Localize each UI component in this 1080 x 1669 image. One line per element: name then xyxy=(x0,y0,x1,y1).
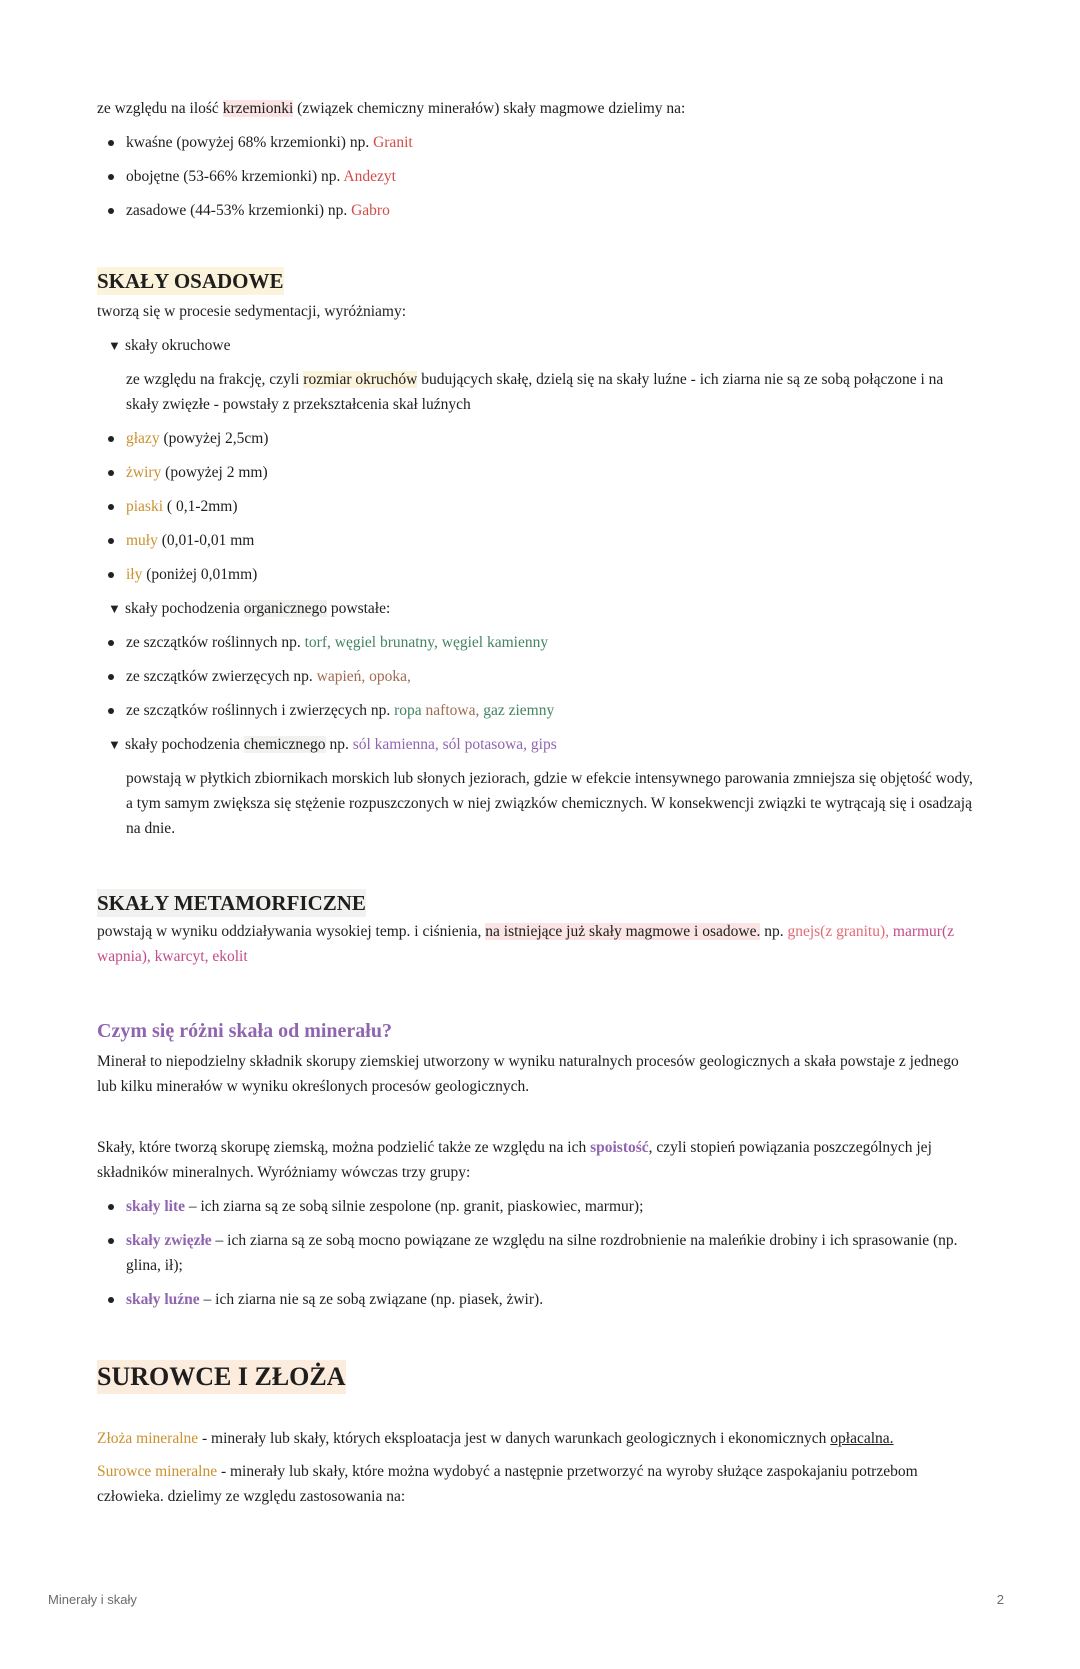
list-item: muły (0,01-0,01 mm xyxy=(97,528,977,553)
osadowe-heading: SKAŁY OSADOWE xyxy=(97,269,284,293)
magmowe-list xyxy=(97,130,977,223)
metamorficzne-heading: SKAŁY METAMORFICZNE xyxy=(97,891,366,915)
list-item: obojętne (53-66% krzemionki) np. Andezyt xyxy=(97,164,977,189)
list-item: ze szczątków zwierzęcych np. wapień, opoka, xyxy=(97,664,977,689)
chemiczne-desc: powstają w płytkich zbiornikach morskich lub słonych jeziorach, gdzie w efekcie intensywnego parowania zmniejsza się objętość wody, a tym samym zwiększa się stężenie rozpuszczonych w niej związków chemicznych. W konsekwencji związki te wytrącają się i osadzają na dnie. xyxy=(126,770,973,837)
footer-title: Minerały i skały xyxy=(48,1592,137,1607)
list-item: ze szczątków roślinnych i zwierzęcych np. ropa naftowa, gaz ziemny xyxy=(97,698,977,723)
list-item: ze szczątków roślinnych np. torf, węgiel brunatny, węgiel kamienny xyxy=(97,630,977,655)
spoistosc-section xyxy=(97,1135,977,1312)
list-item: skały luźne – ich ziarna nie są ze sobą związane (np. piasek, żwir). xyxy=(97,1287,977,1312)
organiczne-list xyxy=(97,630,977,723)
toggle-triangle-icon[interactable]: ▼ xyxy=(108,737,121,752)
list-item: żwiry (powyżej 2 mm) xyxy=(97,460,977,485)
page-footer xyxy=(48,1592,1032,1607)
toggle-chemiczne[interactable]: ▼ skały pochodzenia chemicznego np. sól kamienna, sól potasowa, gips xyxy=(97,732,977,757)
metamorficzne-section xyxy=(97,889,977,969)
toggle-okruchowe[interactable]: ▼ skały okruchowe xyxy=(97,333,977,358)
roznica-text: Minerał to niepodzielny składnik skorupy ziemskiej utworzony w wyniku naturalnych procesów geologicznych a skała powstaje z jednego lub kilku minerałów w wyniku określonych procesów geologicznych. xyxy=(97,1053,959,1095)
toggle-triangle-icon[interactable]: ▼ xyxy=(108,601,121,616)
page-number: 2 xyxy=(996,1592,1004,1607)
osadowe-intro: tworzą się w procesie sedymentacji, wyróżniamy: xyxy=(97,303,407,320)
spoistosc-list xyxy=(97,1194,977,1312)
list-item: skały zwięzłe – ich ziarna są ze sobą mocno powiązane ze względu na silne rozdrobnienie na maleńkie drobiny i ich sprasowanie (np. glina, ił); xyxy=(97,1228,977,1278)
metamorficzne-text: powstają w wyniku oddziaływania wysokiej temp. i ciśnienia, na istniejące już skały magmowe i osadowe. np. gnejs(z granitu), marmur(z wapnia), kwarcyt, ekolit xyxy=(97,923,955,965)
surowce-def: Surowce mineralne - minerały lub skały, które można wydobyć a następnie przetworzyć na wyroby służące zaspokajaniu potrzebom człowieka. dzielimy ze względu zastosowania na: xyxy=(97,1463,918,1505)
surowce-section xyxy=(97,1360,977,1509)
toggle-organiczne[interactable]: ▼ skały pochodzenia organicznego powstałe: xyxy=(97,596,977,621)
okruchowe-desc: ze względu na frakcję, czyli rozmiar okruchów budujących skałę, dzielą się na skały luźne - ich ziarna nie są ze sobą połączone i na skały zwięzłe - powstały z przekształcenia skał luźnych xyxy=(126,371,944,413)
list-item: piaski ( 0,1-2mm) xyxy=(97,494,977,519)
toggle-triangle-icon[interactable]: ▼ xyxy=(108,338,121,353)
list-item: skały lite – ich ziarna są ze sobą silnie zespolone (np. granit, piaskowiec, marmur); xyxy=(97,1194,977,1219)
zloza-def: Złoża mineralne - minerały lub skały, których eksploatacja jest w danych warunkach geologicznych i ekonomicznych opłacalna. xyxy=(97,1430,894,1447)
surowce-heading: SUROWCE I ZŁOŻA xyxy=(97,1360,346,1394)
list-item: zasadowe (44-53% krzemionki) np. Gabro xyxy=(97,198,977,223)
magmowe-intro: ze względu na ilość krzemionki (związek chemiczny minerałów) skały magmowe dzielimy na: xyxy=(97,100,686,117)
list-item: iły (poniżej 0,01mm) xyxy=(97,562,977,587)
list-item: głazy (powyżej 2,5cm) xyxy=(97,426,977,451)
roznica-section xyxy=(97,1017,977,1099)
list-item: kwaśne (powyżej 68% krzemionki) np. Granit xyxy=(97,130,977,155)
document-page xyxy=(97,96,977,1509)
roznica-heading: Czym się różni skała od minerału? xyxy=(97,1020,392,1042)
osadowe-section xyxy=(97,267,977,841)
okruchowe-list xyxy=(97,426,977,587)
spoistosc-intro: Skały, które tworzą skorupę ziemską, można podzielić także ze względu na ich spoistość, czyli stopień powiązania poszczególnych jej składników mineralnych. Wyróżniamy wówczas trzy grupy: xyxy=(97,1139,932,1181)
